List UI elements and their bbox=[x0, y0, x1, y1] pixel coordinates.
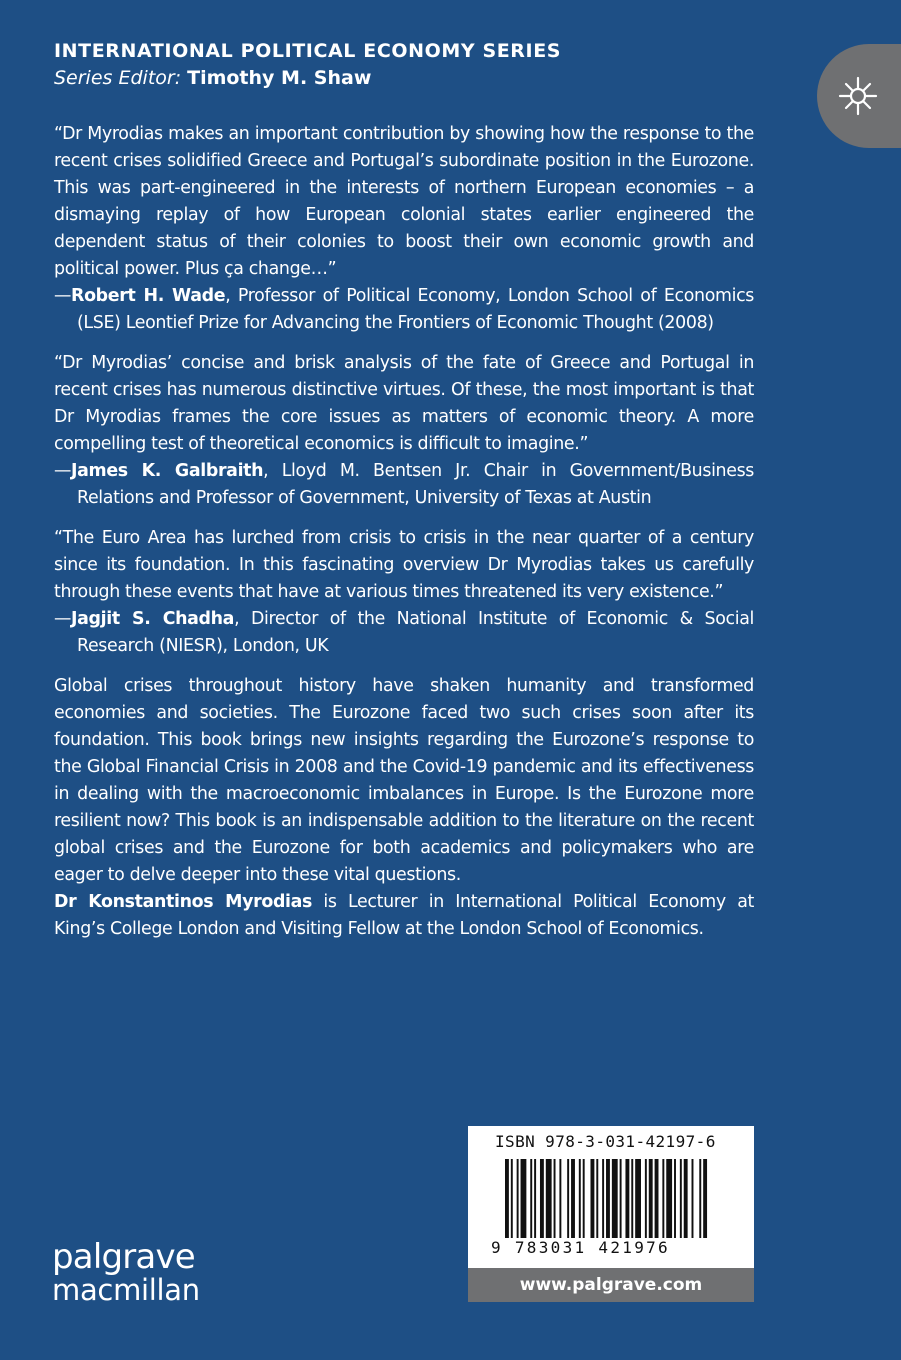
quote-attribution bbox=[54, 283, 754, 337]
attribution-dash: — bbox=[54, 461, 72, 481]
palgrave-logo-tab bbox=[817, 44, 901, 148]
endorsement-1 bbox=[54, 121, 754, 337]
quote-attribution bbox=[54, 458, 754, 512]
attribution-dash: — bbox=[54, 286, 72, 306]
quote-affiliation: , Professor of Political Economy, London School of Economics (LSE) Leontief Prize for Advancing the Frontiers of Economic Thought (2008) bbox=[77, 286, 754, 333]
author-name: Dr Konstantinos Myrodias bbox=[54, 892, 313, 912]
isbn-barcode-box bbox=[468, 1126, 754, 1302]
publisher-logo-line2: macmillan bbox=[52, 1273, 200, 1307]
cover-text bbox=[54, 121, 754, 943]
quote-person: Jagjit S. Chadha bbox=[71, 609, 235, 629]
quote-person: James K. Galbraith bbox=[71, 461, 264, 481]
quote-person: Robert H. Wade bbox=[71, 286, 226, 306]
barcode-digits: 9 783031 421976 bbox=[491, 1238, 716, 1262]
author-bio-text: is Lecturer in International Political Economy at King’s College London and Visiting Fellow at the London School of Economics. bbox=[54, 892, 754, 939]
quote-text: “Dr Myrodias’ concise and brisk analysis of the fate of Greece and Portugal in recent crises has numerous distinctive virtues. Of these, the most important is that Dr Myrodias frames the core issues as matters of economic theory. A more compelling test of theoretical economics is difficult to imagine.” bbox=[54, 353, 754, 454]
publisher-logo-line1: palgrave bbox=[52, 1237, 195, 1277]
quote-affiliation: , Lloyd M. Bentsen Jr. Chair in Government/Business Relations and Professor of Government, University of Texas at Austin bbox=[77, 461, 754, 508]
endorsement-3 bbox=[54, 525, 754, 660]
attribution-dash: — bbox=[54, 609, 72, 629]
quote-text: “Dr Myrodias makes an important contribution by showing how the response to the recent crises solidified Greece and Portugal’s subordinate position in the Eurozone. This was part-engineered in the interests of northern European economies – a dismaying replay of how European colonial states earlier engineered the dependent status of their colonies to boost their own economic growth and political power. Plus ça change…” bbox=[54, 124, 754, 279]
isbn-label: ISBN 978-3-031-42197-6 bbox=[495, 1132, 716, 1151]
series-editor bbox=[54, 67, 371, 89]
quote-affiliation: , Director of the National Institute of Economic & Social Research (NIESR), London, UK bbox=[77, 609, 754, 656]
endorsement-2 bbox=[54, 350, 754, 512]
book-description: Global crises throughout history have shaken humanity and transformed economies and societies. The Eurozone faced two such crises soon after its foundation. This book brings new insights regarding the Eurozone’s response to the Global Financial Crisis in 2008 and the Covid-19 pandemic and its effectiveness in dealing with the macroeconomic imbalances in Europe. Is the Eurozone more resilient now? This book is an indispensable addition to the literature on the recent global crises and the Eurozone for both academics and policymakers who are eager to delve deeper into these vital questions. bbox=[54, 676, 754, 885]
quote-text: “The Euro Area has lurched from crisis to crisis in the near quarter of a century since its foundation. In this fascinating overview Dr Myrodias takes us carefully through these events that have at various times threatened its very existence.” bbox=[54, 528, 754, 602]
palgrave-star-icon bbox=[837, 75, 879, 117]
series-editor-label: Series Editor: bbox=[54, 67, 182, 89]
publisher-logo bbox=[52, 1237, 200, 1307]
quote-attribution bbox=[54, 606, 754, 660]
series-title: INTERNATIONAL POLITICAL ECONOMY SERIES bbox=[54, 40, 562, 62]
series-editor-name: Timothy M. Shaw bbox=[187, 67, 372, 89]
publisher-url: www.palgrave.com bbox=[468, 1268, 754, 1302]
author-bio bbox=[54, 889, 754, 943]
